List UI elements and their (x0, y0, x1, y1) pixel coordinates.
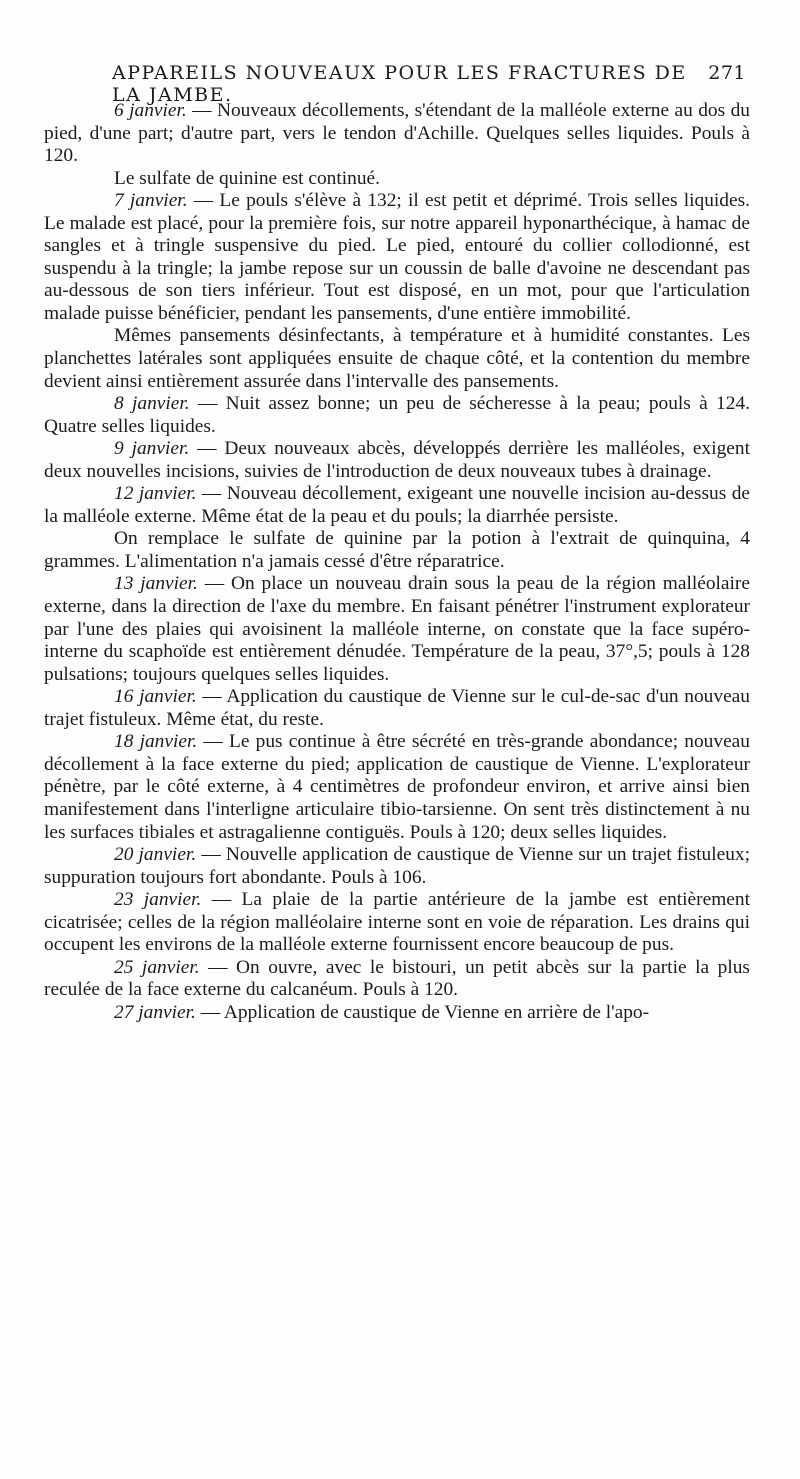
entry-date: 16 janvier. (114, 686, 197, 708)
entry-text: — Le pouls s'élève à 132; il est petit et déprimé. Trois selles liquides. Le malade est placé, pour la première fois, sur notre appareil hyponarthécique, à hamac de sangles et à tringle suspensive du pied. Le pied, entouré du collier collodionné, est suspendu à la tringle; la jambe repose sur un coussin de balle d'avoine ne descendant pas au-dessous de son tiers inférieur. Tout est disposé, en un mot, pour que l'articulation malade puisse bénéficier, pendant les pansements, d'une entière immobilité. (44, 190, 750, 324)
note-text: Le sulfate de quinine est continué. (114, 167, 380, 189)
note-text: On remplace le sulfate de quinine par la potion à l'extrait de quinquina, 4 grammes. L'alimentation n'a jamais cessé d'être réparatrice. (44, 528, 750, 572)
entry-date: 6 janvier. (114, 100, 187, 121)
note-pansements (44, 325, 750, 393)
entry-date: 25 janvier. (114, 956, 200, 978)
entry-date: 27 janvier. (114, 1001, 196, 1023)
note-quinquina (44, 528, 750, 573)
entry-date: 18 janvier. (114, 731, 198, 753)
entry-text: — Nuit assez bonne; un peu de sécheresse à la peau; pouls à 124. Quatre selles liquides. (44, 393, 750, 437)
entry-16-janvier (44, 686, 750, 731)
entry-text: — Nouveau décollement, exigeant une nouvelle incision au-dessus de la malléole externe. Même état de la peau et du pouls; la diarrhée persiste. (44, 483, 750, 527)
note-text: Mêmes pansements désinfectants, à température et à humidité constantes. Les planchettes latérales sont appliquées ensuite de chaque côté, et la contention du membre devient ainsi entièrement assurée dans l'intervalle des pansements. (44, 325, 750, 392)
entry-text: — Application du caustique de Vienne sur le cul-de-sac d'un nouveau trajet fistuleux. Même état, du reste. (44, 686, 750, 730)
entry-9-janvier (44, 438, 750, 483)
entry-23-janvier (44, 889, 750, 957)
entry-text: — Le pus continue à être sécrété en très-grande abondance; nouveau décollement à la face externe du pied; application de caustique de Vienne. L'explorateur pénètre, par le côté externe, à 4 centimètres de profondeur environ, et arrive ainsi bien manifestement dans l'interligne articulaire tibio-tarsienne. On sent très distinctement à nu les surfaces tibiales et astragalienne contiguës. Pouls à 120; deux selles liquides. (44, 731, 750, 843)
page-body (44, 100, 750, 1024)
entry-date: 7 janvier. (114, 190, 188, 212)
page-number: 271 (708, 62, 746, 84)
entry-8-janvier (44, 393, 750, 438)
entry-text: — Deux nouveaux abcès, développés derrière les malléoles, exigent deux nouvelles incisions, suivies de l'introduction de deux nouveaux tubes à drainage. (44, 438, 750, 482)
entry-13-janvier (44, 573, 750, 686)
entry-text: — On place un nouveau drain sous la peau de la région malléolaire externe, dans la direction de l'axe du membre. En faisant pénétrer l'instrument explorateur par l'une des plaies qui avoisinent la malléole interne, on constate que la face supéro-interne du scaphoïde est entièrement dénudée. Température de la peau, 37°,5; pouls à 128 pulsations; toujours quelques selles liquides. (44, 573, 750, 685)
entry-6-janvier (44, 100, 750, 168)
entry-12-janvier (44, 483, 750, 528)
entry-25-janvier (44, 957, 750, 1002)
entry-text: — Nouveaux décollements, s'étendant de la malléole externe au dos du pied, d'une part; d'autre part, vers le tendon d'Achille. Quelques selles liquides. Pouls à 120. (44, 100, 750, 167)
entry-20-janvier (44, 844, 750, 889)
entry-date: 23 janvier. (114, 889, 202, 911)
entry-text: — La plaie de la partie antérieure de la jambe est entièrement cicatrisée; celles de la région malléolaire interne sont en voie de réparation. Les drains qui occupent les environs de la malléole externe fournissent encore beaucoup de pus. (44, 889, 750, 956)
entry-date: 9 janvier. (114, 438, 190, 460)
entry-18-janvier (44, 731, 750, 844)
entry-date: 13 janvier. (114, 573, 198, 595)
entry-27-janvier (44, 1002, 750, 1025)
running-title: APPAREILS NOUVEAUX POUR LES FRACTURES DE LA JAMBE. (112, 62, 687, 106)
entry-7-janvier (44, 190, 750, 325)
entry-text: — Application de caustique de Vienne en arrière de l'apo- (195, 1001, 650, 1023)
entry-date: 12 janvier. (114, 483, 197, 505)
entry-text: — On ouvre, avec le bistouri, un petit abcès sur la partie la plus reculée de la face externe du calcanéum. Pouls à 120. (44, 956, 750, 1001)
entry-text: — Nouvelle application de caustique de Vienne sur un trajet fistuleux; suppuration toujours fort abondante. Pouls à 106. (44, 844, 750, 888)
entry-date: 8 janvier. (114, 393, 190, 415)
entry-date: 20 janvier. (114, 844, 197, 866)
note-quinine (44, 168, 750, 191)
